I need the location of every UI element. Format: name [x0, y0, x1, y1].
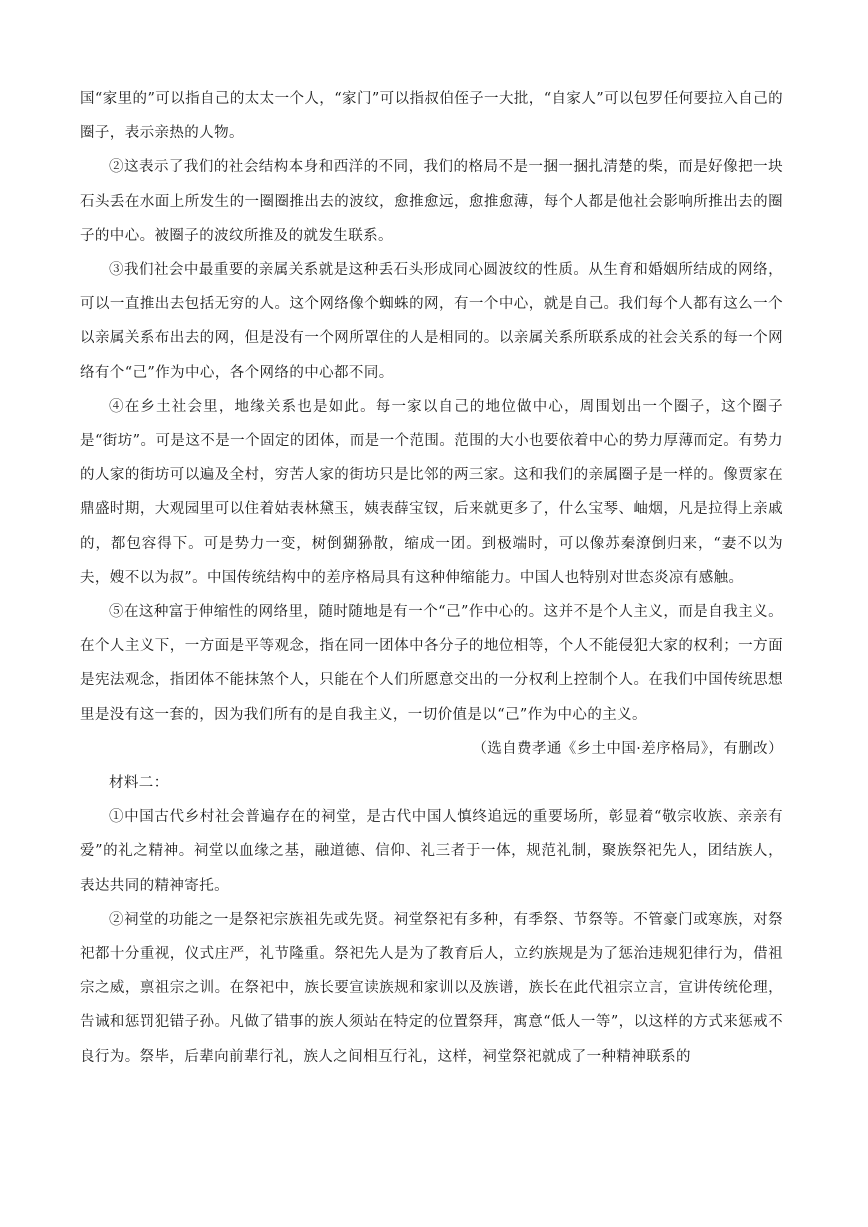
paragraph-2: ②这表示了我们的社会结构本身和西洋的不同，我们的格局不是一捆一捆扎清楚的柴，而是好像把一块石头丢在水面上所发生的一圈圈推出去的波纹，愈推愈远，愈推愈薄，每个人都是他社会影响所推出去的圈子的中心。被圈子的波纹所推及的就发生联系。 — [80, 159, 783, 244]
paragraph-4: ④在乡土社会里，地缘关系也是如此。每一家以自己的地位做中心，周围划出一个圈子，这个圈子是“街坊”。可是这不是一个固定的团体，而是一个范围。范围的大小也要依着中心的势力厚薄而定。有势力的人家的街坊可以遍及全村，穷苦人家的街坊只是比邻的两三家。这和我们的亲属圈子是一样的。像贾家在鼎盛时期，大观园里可以住着姑表林黛玉，姨表薛宝钗，后来就更多了，什么宝琴、岫烟，凡是拉得上亲戚的，都包容得下。可是势力一变，树倒猢狲散，缩成一团。到极端时，可以像苏秦潦倒归来，“妻不以为夫，嫂不以为叔”。中国传统结构中的差序格局具有这种伸缩能力。中国人也特别对世态炎凉有感触。 — [80, 398, 783, 586]
source-note: （选自费孝通《乡土中国·差序格局》，有删改） — [472, 740, 783, 757]
material-two-paragraph-2: ②祠堂的功能之一是祭祀宗族祖先或先贤。祠堂祭祀有多种，有季祭、节祭等。不管豪门或寒族，对祭祀都十分重视，仪式庄严，礼节隆重。祭祀先人是为了教育后人，立约族规是为了惩治违规犯律行为，借祖宗之威，禀祖宗之训。在祭祀中，族长要宣读族规和家训以及族谱，族长在此代祖宗立言，宣讲传统伦理，告诫和惩罚犯错子孙。凡做了错事的族人须站在特定的位置祭拜，寓意“低人一等”，以这样的方式来惩戒不良行为。祭毕，后辈向前辈行礼，族人之间相互行礼，这样，祠堂祭祀就成了一种精神联系的 — [80, 911, 783, 1065]
paragraph-3: ③我们社会中最重要的亲属关系就是这种丢石头形成同心圆波纹的性质。从生育和婚姻所结成的网络，可以一直推出去包括无穷的人。这个网络像个蜘蛛的网，有一个中心，就是自己。我们每个人都有这么一个以亲属关系布出去的网，但是没有一个网所罩住的人是相同的。以亲属关系所联系成的社会关系的每一个网络有个“己”作为中心，各个网络的中心都不同。 — [80, 262, 783, 381]
material-two-paragraph-1: ①中国古代乡村社会普遍存在的祠堂，是古代中国人慎终追远的重要场所，彰显着“敬宗收族、亲亲有爱”的礼之精神。祠堂以血缘之基，融道德、信仰、礼三者于一体，规范礼制，聚族祭祀先人，团结族人，表达共同的精神寄托。 — [80, 809, 783, 894]
paragraph-continuation: 国“家里的”可以指自己的太太一个人，“家门”可以指叔伯侄子一大批，“自家人”可以包罗任何要拉入自己的圈子，表示亲热的人物。 — [80, 91, 783, 142]
paragraph-5: ⑤在这种富于伸缩性的网络里，随时随地是有一个“己”作中心的。这并不是个人主义，而是自我主义。在个人主义下，一方面是平等观念，指在同一团体中各分子的地位相等，个人不能侵犯大家的权利；一方面是宪法观念，指团体不能抹煞个人，只能在个人们所愿意交出的一分权利上控制个人。在我们中国传统思想里是没有这一套的，因为我们所有的是自我主义，一切价值是以“己”作为中心的主义。 — [80, 604, 783, 723]
material-two-label: 材料二： — [109, 775, 169, 792]
document-page — [80, 82, 783, 1074]
